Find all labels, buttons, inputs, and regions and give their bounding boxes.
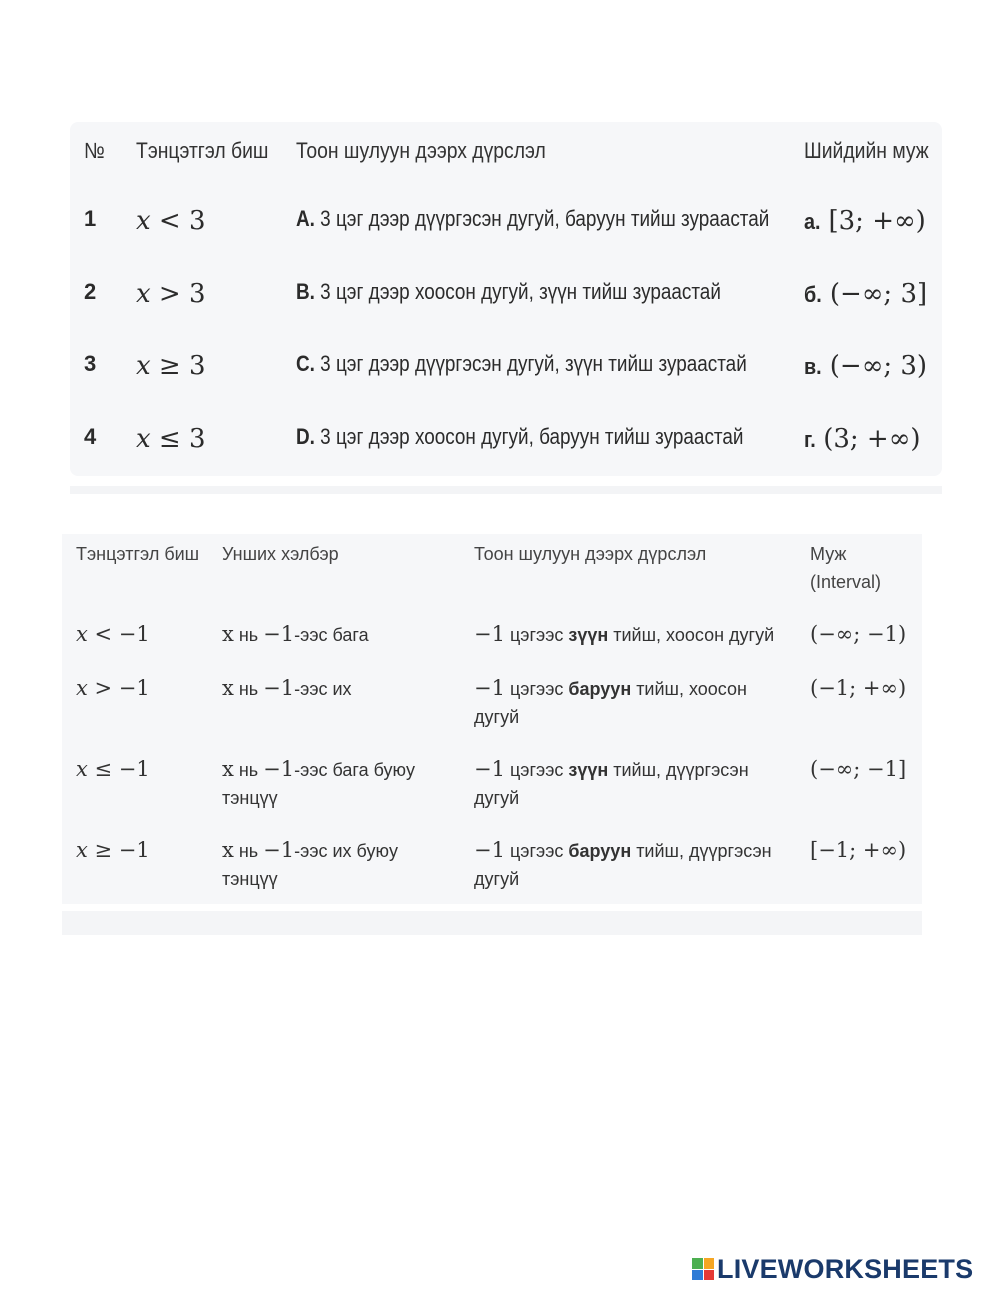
inequality: x ≥ −1 [76, 838, 150, 862]
number-line-description: −1 цэгээс баруун тийш, хоосон дугуй [474, 676, 747, 727]
number-line-description: −1 цэгээс зүүн тийш, хоосон дугуй [474, 622, 775, 646]
logo-square [692, 1270, 703, 1281]
header-number: № [84, 138, 105, 163]
row-number: 1 [84, 206, 97, 231]
reading-form: x нь −1-ээс их буюу тэнцүү [222, 838, 398, 889]
inequality: x > −1 [76, 676, 150, 700]
logo-squares-icon [692, 1258, 714, 1280]
logo-text: LIVEWORKSHEETS [717, 1253, 974, 1284]
number-line-description: A. 3 цэг дээр дүүргэсэн дугуй, баруун тийш зураастай [296, 206, 770, 231]
number-line-description: D. 3 цэг дээр хоосон дугуй, баруун тийш зураастай [296, 424, 744, 449]
interval: (−∞; −1) [810, 622, 907, 646]
interval: [−1; +∞) [810, 838, 907, 862]
interval: (−∞; −1] [810, 757, 907, 781]
reading-form: x нь −1-ээс бага буюу тэнцүү [222, 757, 416, 808]
liveworksheets-logo [692, 1254, 973, 1284]
number-line-description: B. 3 цэг дээр хоосон дугуй, зүүн тийш зураастай [296, 279, 721, 304]
number-line-description: −1 цэгээс зүүн тийш, дүүргэсэн дугуй [474, 757, 749, 808]
row-number: 3 [84, 351, 97, 376]
interval: (−1; +∞) [810, 676, 907, 700]
logo-square [692, 1258, 703, 1269]
header-solution-set: Шийдийн муж [804, 138, 929, 163]
header-reading: Унших хэлбэр [222, 544, 339, 564]
inequality: x < 3 [136, 206, 206, 236]
inequality: x ≤ −1 [76, 757, 150, 781]
reading-form: x нь −1-ээс бага [222, 622, 369, 646]
solution-interval: в. (−∞; 3) [804, 351, 928, 381]
matching-table [70, 122, 942, 476]
header-inequality: Тэнцэтгэл биш [136, 138, 269, 163]
logo-square [704, 1270, 715, 1281]
logo-square [704, 1258, 715, 1269]
table-divider [62, 911, 922, 935]
header-number-line: Тоон шулуун дээрх дүрслэл [296, 138, 546, 163]
header-number-line: Тоон шулуун дээрх дүрслэл [474, 544, 707, 564]
reading-form: x нь −1-ээс их [222, 676, 352, 700]
header-interval: Муж (Interval) [810, 544, 882, 592]
number-line-description: C. 3 цэг дээр дүүргэсэн дугуй, зүүн тийш зураастай [296, 351, 747, 376]
reference-table [62, 534, 922, 904]
number-line-description: −1 цэгээс баруун тийш, дүүргэсэн дугуй [474, 838, 772, 889]
table-divider [70, 486, 942, 494]
row-number: 4 [84, 424, 97, 449]
inequality: x ≤ 3 [136, 424, 206, 454]
solution-interval: а. [3; +∞) [804, 206, 926, 236]
solution-interval: г. (3; +∞) [804, 424, 921, 454]
inequality: x < −1 [76, 622, 150, 646]
inequality: x ≥ 3 [136, 351, 206, 381]
inequality: x > 3 [136, 279, 206, 309]
solution-interval: б. (−∞; 3] [804, 279, 928, 309]
header-inequality: Тэнцэтгэл биш [76, 544, 200, 564]
row-number: 2 [84, 279, 97, 304]
